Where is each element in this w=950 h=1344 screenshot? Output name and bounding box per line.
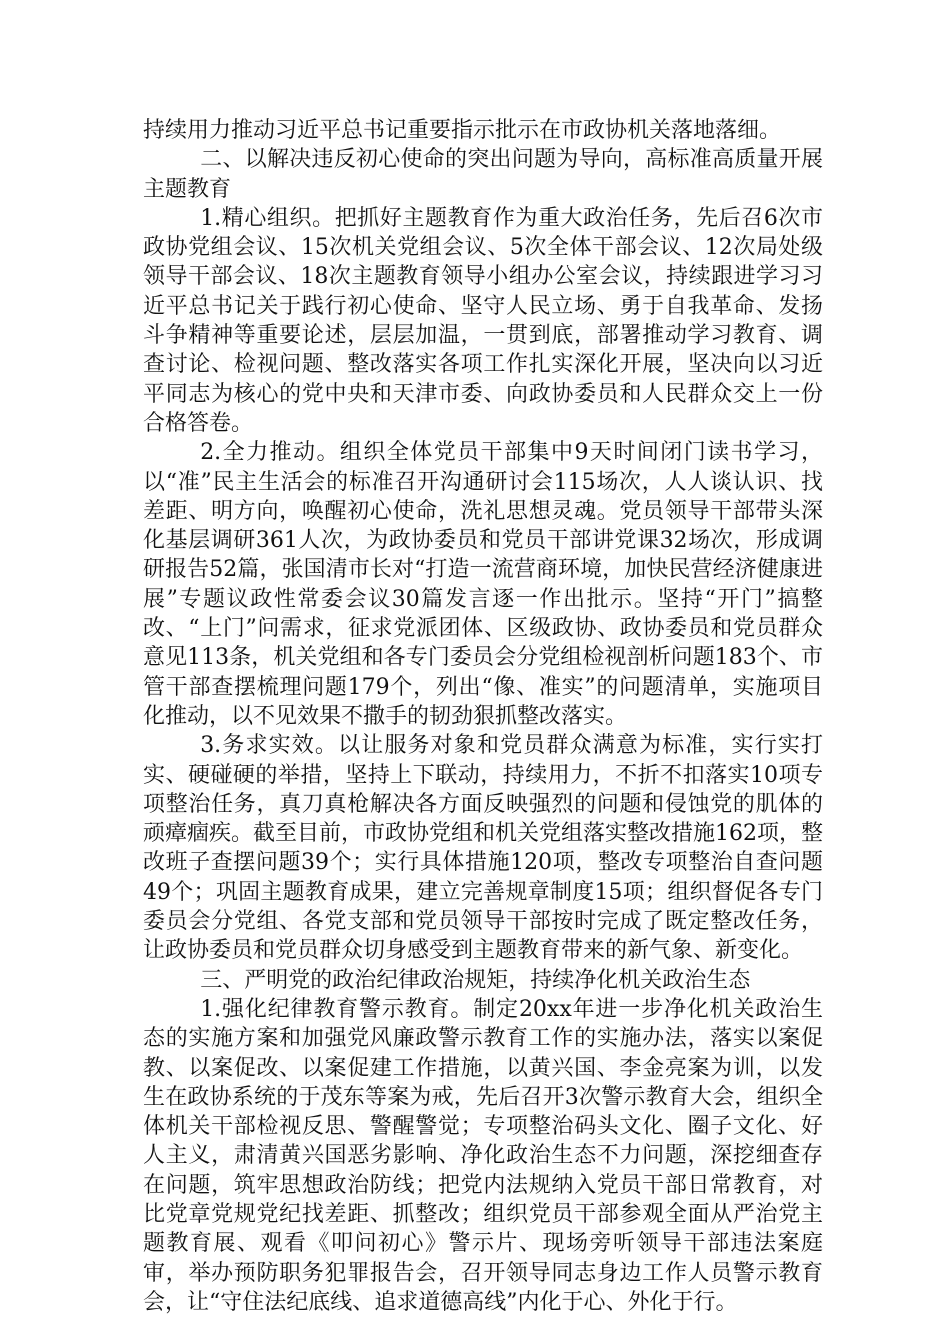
document-page bbox=[143, 116, 823, 1317]
section-heading-2: 二、以解决违反初心使命的突出问题为导向，高标准高质量开展主题教育 bbox=[143, 147, 823, 202]
paragraph-continuation: 持续用力推动习近平总书记重要指示批示在市政协机关落地落细。 bbox=[143, 118, 782, 143]
paragraph-organize: 1.精心组织。把抓好主题教育作为重大政治任务，先后召6次市政协党组会议、15次机关党组会议、5次全体干部会议、12次局处级领导干部会议、18次主题教育领导小组办公室会议，持续跟进学习习近平总书记关于践行初心使命、坚守人民立场、勇于自我革命、发扬斗争精神等重要论述，层层加温，一贯到底，部署推动学习教育、调查讨论、检视问题、整改落实各项工作扎实深化开展，坚决向以习近平同志为核心的党中央和天津市委、向政协委员和人民群众交上一份合格答卷。 bbox=[143, 205, 823, 436]
paragraph-discipline: 1.强化纪律教育警示教育。制定20xx年进一步净化机关政治生态的实施方案和加强党风廉政警示教育工作的实施办法，落实以案促教、以案促改、以案促建工作措施，以黄兴国、李金亮案为训，以发生在政协系统的于茂东等案为戒，先后召开3次警示教育大会，组织全体机关干部检视反思、警醒警觉；专项整治码头文化、圈子文化、好人主义，肃清黄兴国恶劣影响、净化政治生态不力问题，深挖细查存在问题，筑牢思想政治防线；把党内法规纳入党员干部日常教育，对比党章党规党纪找差距、抓整改；组织党员干部参观全面从严治党主题教育展、观看《叩问初心》警示片、现场旁听领导干部违法案庭审，举办预防职务犯罪报告会，召开领导同志身边工作人员警示教育会，让“守住法纪底线、追求道德高线”内化于心、外化于行。 bbox=[143, 996, 823, 1315]
paragraph-results: 3.务求实效。以让服务对象和党员群众满意为标准，实行实打实、硬碰硬的举措，坚持上下联动，持续用力，不折不扣落实10项专项整治任务，真刀真枪解决各方面反映强烈的问题和侵蚀党的肌体的顽瘴痼疾。截至目前，市政协党组和机关党组落实整改措施162项，整改班子查摆问题39个；实行具体措施120项，整改专项整治自查问题49个；巩固主题教育成果，建立完善规章制度15项；组织督促各专门委员会分党组、各党支部和党员领导干部按时完成了既定整改任务，让政协委员和党员群众切身感受到主题教育带来的新气象、新变化。 bbox=[143, 733, 823, 964]
paragraph-promote: 2.全力推动。组织全体党员干部集中9天时间闭门读书学习，以“准”民主生活会的标准召开沟通研讨会115场次，人人谈认识、找差距、明方向，唤醒初心使命，洗礼思想灵魂。党员领导干部带头深化基层调研361人次，为政协委员和党员干部讲党课32场次，形成调研报告52篇，张国清市长对“打造一流营商环境，加快民营经济健康进展”专题议政性常委会议30篇发言逐一作出批示。坚持“开门”搞整改、“上门”问需求，征求党派团体、区级政协、政协委员和党员群众意见113条，机关党组和各专门委员会分党组检视剖析问题183个、市管干部查摆梳理问题179个，列出“像、准实”的问题清单，实施项目化推动，以不见效果不撒手的韧劲狠抓整改落实。 bbox=[143, 440, 823, 729]
section-heading-3: 三、严明党的政治纪律政治规矩，持续净化机关政治生态 bbox=[200, 967, 751, 993]
